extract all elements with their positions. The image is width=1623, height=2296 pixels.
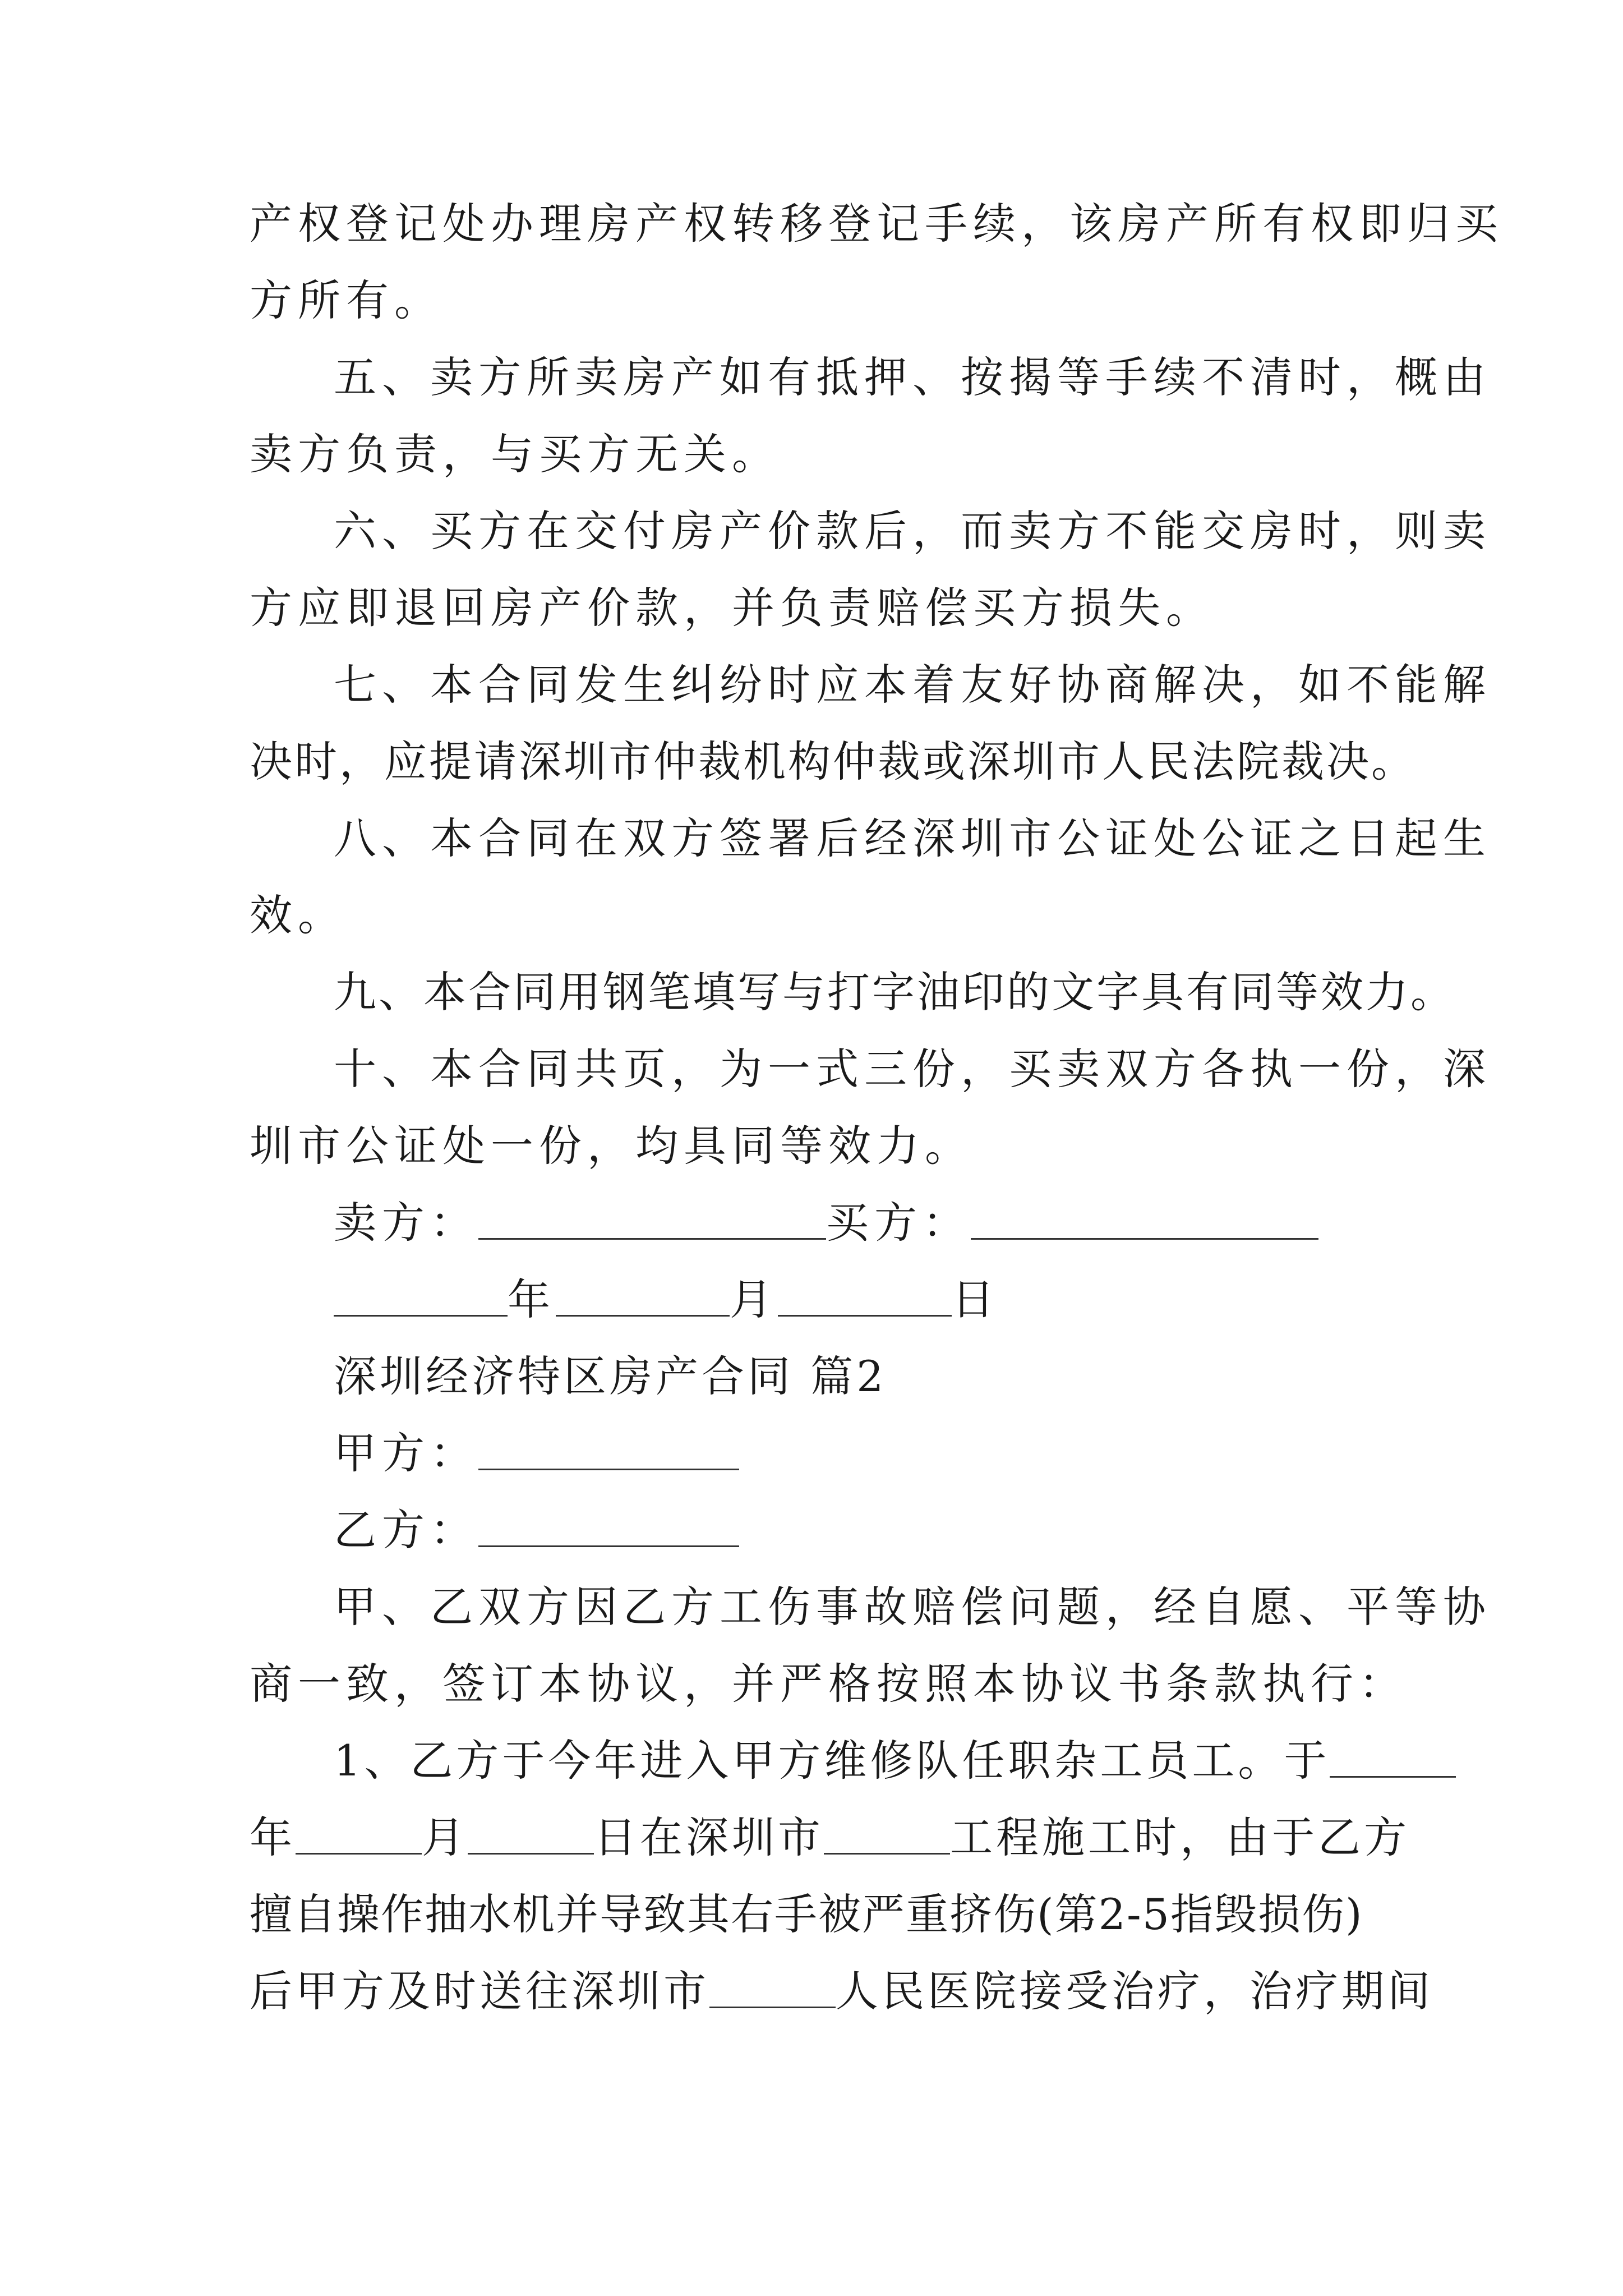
party-b-blank[interactable] [478,1511,739,1547]
clause-1-text: 工程施工时，由于乙方 [950,1812,1410,1862]
party-a-row [250,1415,1382,1492]
party-a-blank[interactable] [478,1434,739,1470]
year-blank[interactable] [334,1280,508,1317]
paragraph-line: 效。 [250,890,346,940]
project-blank[interactable] [824,1818,950,1855]
day-label: 日 [952,1274,1000,1324]
seller-label: 卖方： [334,1198,478,1248]
clause-1-text: 后甲方及时送往深圳市 [250,1966,709,2016]
hospital-blank[interactable] [709,1972,836,2008]
clause-ten: 十、本合同共页，为一式三份，买卖双方各执一份，深 [334,1044,1491,1094]
clause-eight: 八、本合同在双方签署后经深圳市公证处公证之日起生 [334,813,1491,863]
paragraph-line: 卖方负责，与买方无关。 [250,429,780,479]
buyer-label: 买方： [826,1198,971,1248]
location-text: 日在深圳市 [594,1812,824,1862]
clause-six: 六、买方在交付房产价款后，而卖方不能交房时，则卖 [334,506,1491,556]
clause-1-text: 1、乙方于今年进入甲方维修队任职杂工员工。于 [334,1736,1330,1786]
document-body [250,185,1504,2030]
month-blank[interactable] [296,1818,422,1855]
paragraph-line: 产权登记处办理房产权转移登记手续，该房产所有权即归买 [250,199,1504,249]
date-row [250,1261,1382,1338]
clause-nine: 九、本合同用钢笔填写与打字油印的文字具有同等效力。 [334,967,1455,1017]
intro-line: 甲、乙双方因乙方工伤事故赔偿问题，经自愿、平等协 [334,1582,1491,1632]
clause-1-line-3: 擅自操作抽水机并导致其右手被严重挤伤(第2-5指毁损伤) [250,1889,1363,1939]
month-blank[interactable] [556,1280,730,1317]
intro-line: 商一致，签订本协议，并严格按照本协议书条款执行： [250,1659,1407,1709]
party-b-label: 乙方： [334,1505,478,1555]
paragraph-line: 决时，应提请深圳市仲裁机构仲裁或深圳市人民法院裁决。 [250,737,1416,786]
day-blank[interactable] [468,1818,594,1855]
clause-seven: 七、本合同发生纠纷时应本着友好协商解决，如不能解 [334,660,1491,710]
day-blank[interactable] [778,1280,952,1317]
party-a-label: 甲方： [334,1428,478,1478]
paragraph-line: 方应即退回房产价款，并负责赔偿买方损失。 [250,583,1214,633]
date-blank[interactable] [1330,1741,1456,1778]
paragraph-line: 方所有。 [250,275,442,325]
paragraph-line: 圳市公证处一份，均具同等效力。 [250,1121,973,1171]
signature-row [250,1184,1382,1261]
clause-1-line-2 [250,1799,1410,1876]
month-label: 月 [730,1274,778,1324]
clause-five: 五、卖方所卖房产如有抵押、按揭等手续不清时，概由 [334,352,1491,402]
party-b-row [250,1492,1382,1568]
clause-1-line-1 [250,1722,1382,1799]
clause-1-line-4 [250,1953,1433,2030]
month-label: 月 [422,1812,468,1862]
year-label: 年 [508,1274,556,1324]
section-title: 深圳经济特区房产合同 篇2 [334,1351,887,1401]
clause-1-text: 人民医院接受治疗，治疗期间 [836,1966,1433,2016]
year-label: 年 [250,1812,296,1862]
buyer-signature-blank[interactable] [971,1203,1318,1240]
seller-signature-blank[interactable] [478,1203,826,1240]
